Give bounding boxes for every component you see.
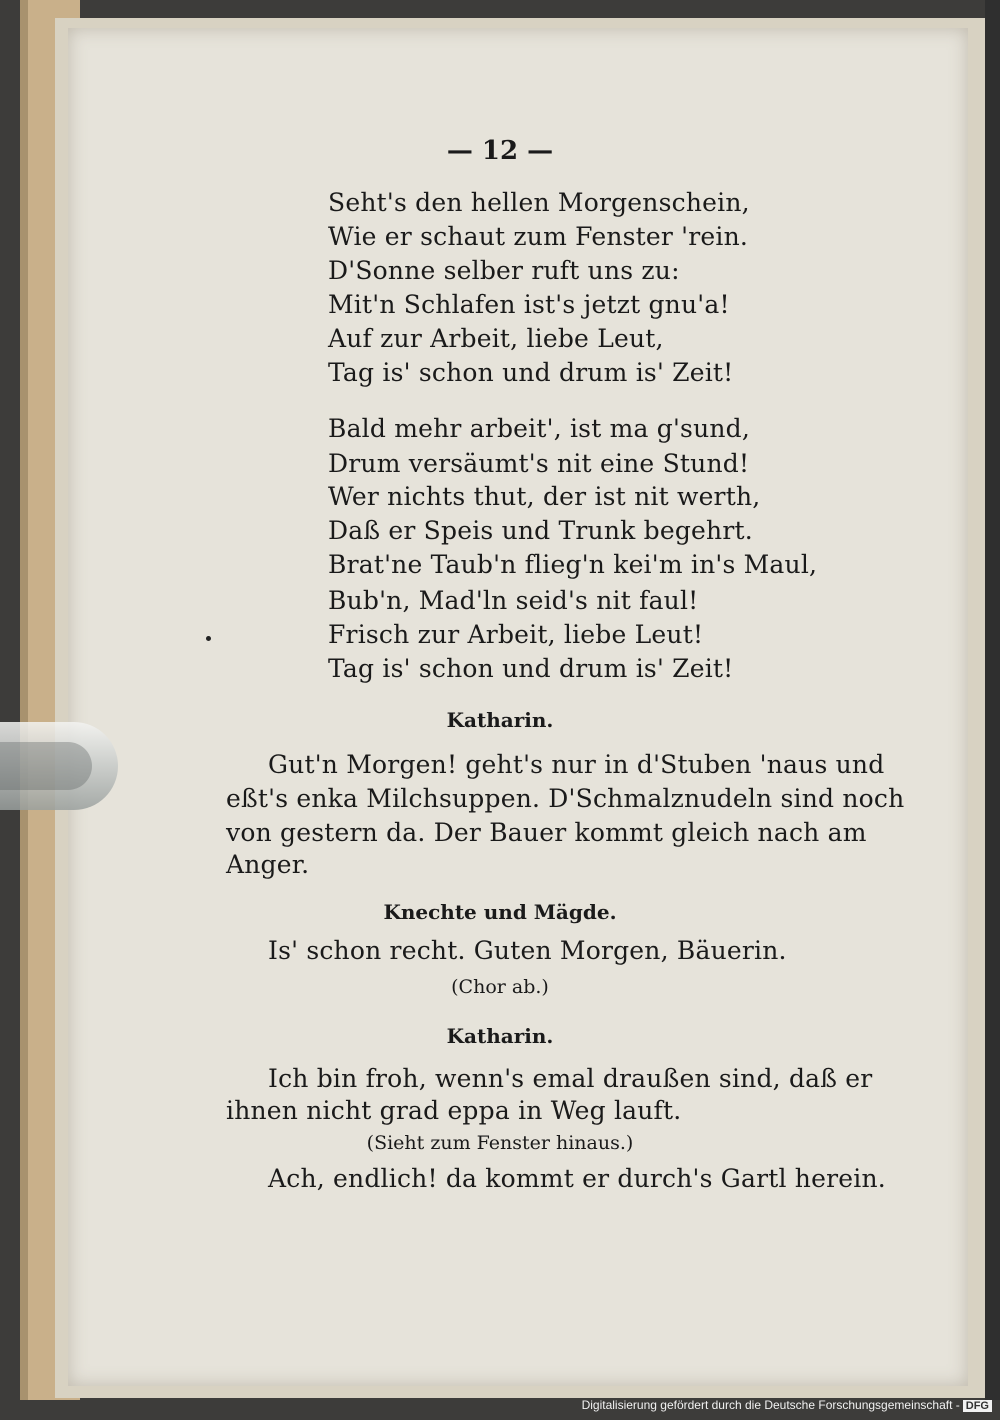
verse-line: Auf zur Arbeit, liebe Leut, [328,324,664,353]
speaker-heading: Knechte und Mägde. [383,900,617,924]
speech-line: Ich bin froh, wenn's emal draußen sind, daß er [268,1064,873,1093]
speech-line: Is' schon recht. Guten Morgen, Bäuerin. [268,936,787,965]
speaker-heading: Katharin. [446,708,554,732]
verse-line: Bald mehr arbeit', ist ma g'sund, [328,414,751,443]
speaker-heading: Katharin. [446,1024,554,1048]
verse-line: Mit'n Schlafen ist's jetzt gnu'a! [328,290,730,319]
ink-dot [206,636,211,641]
verse-line: Drum versäumt's nit eine Stund! [328,449,750,478]
verse-line: Frisch zur Arbeit, liebe Leut! [328,620,704,649]
footer-credit-text: Digitalisierung gefördert durch die Deutsche Forschungsgemeinschaft - [581,1398,960,1412]
dfg-logo: DFG [963,1400,992,1412]
stage-direction: (Sieht zum Fenster hinaus.) [366,1132,634,1154]
verse-line: Wer nichts thut, der ist nit werth, [328,482,761,511]
verse-line: Seht's den hellen Morgenschein, [328,188,750,217]
speech-line: Anger. [226,850,310,879]
verse-line: Daß er Speis und Trunk begehrt. [328,516,753,545]
speech-line: eßt's enka Milchsuppen. D'Schmalznudeln sind noch [226,784,905,813]
stage-direction: (Chor ab.) [451,976,549,998]
page-number: — 12 — [446,136,554,166]
verse-line: D'Sonne selber ruft uns zu: [328,256,680,285]
speech-line: ihnen nicht grad eppa in Weg lauft. [226,1096,682,1125]
verse-line: Tag is' schon und drum is' Zeit! [328,654,734,683]
speech-line: von gestern da. Der Bauer kommt gleich nach am [226,818,867,847]
verse-line: Tag is' schon und drum is' Zeit! [328,358,734,387]
verse-line: Brat'ne Taub'n flieg'n kei'm in's Maul, [328,550,818,579]
speech-line: Gut'n Morgen! geht's nur in d'Stuben 'naus und [268,750,885,779]
verse-line: Wie er schaut zum Fenster 'rein. [328,222,749,251]
verse-line: Bub'n, Mad'ln seid's nit faul! [328,586,699,615]
speech-line: Ach, endlich! da kommt er durch's Gartl herein. [268,1164,886,1193]
footer-credit [582,1398,992,1412]
